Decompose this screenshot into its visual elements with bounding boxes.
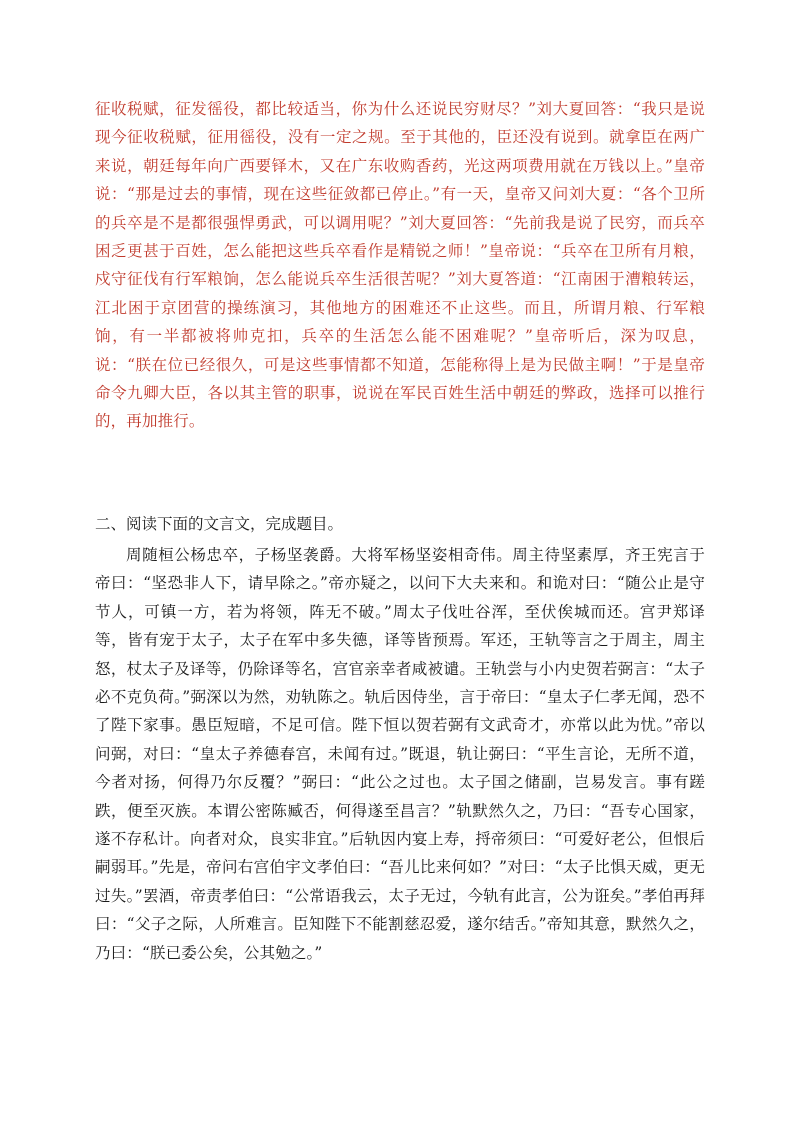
answer-passage-translation: 征收税赋，征发徭役，都比较适当，你为什么还说民穷财尽？”刘大夏回答：“我只是说现今征收税赋，征用徭役，没有一定之规。至于其他的，臣还没有说到。就拿臣在两广来说，朝廷每年向广西要铎木，又在广东收购香药，光这两项费用就在万钱以上。”皇帝说：“那是过去的事情，现在这些征敛都已停止。”有一天，皇帝又问刘大夏：“各个卫所的兵卒是不是都很强悍勇武，可以调用呢？”刘大夏回答：“先前我是说了民穷，而兵卒困乏更甚于百姓，怎么能把这些兵卒看作是精锐之师！”皇帝说：“兵卒在卫所有月粮，戍守征伐有行军粮饷，怎么能说兵卒生活很苦呢？”刘大夏答道：“江南困于漕粮转运，江北困于京团营的操练演习，其他地方的困难还不止这些。而且，所谓月粮、行军粮饷，有一半都被将帅克扣，兵卒的生活怎么能不困难呢？”皇帝听后，深为叹息，说：“朕在位已经很久，可是这些事情都不知道，怎能称得上是为民做主啊！”于是皇帝命令九卿大臣，各以其主管的职事，说说在军民百姓生活中朝廷的弊政，选择可以推行的，再加推行。 xyxy=(95,100,705,431)
classical-chinese-passage: 周随桓公杨忠卒，子杨坚袭爵。大将军杨坚姿相奇伟。周主待坚素厚，齐王宪言于帝曰：“坚恐非人下，请早除之。”帝亦疑之，以问下大夫来和。和诡对曰：“随公止是守节人，可镇一方，若为将领，阵无不破。”周太子伐吐谷浑，至伏俟城而还。宫尹郑译等，皆有宠于太子，太子在军中多失德，译等皆预焉。军还，王轨等言之于周主，周主怒，杖太子及译等，仍除译等名，宫官亲幸者咸被谴。王轨尝与小内史贺若弼言：“太子必不克负荷。”弼深以为然，劝轨陈之。轨后因侍坐，言于帝曰：“皇太子仁孝无闻，恐不了陛下家事。愚臣短暗，不足可信。陛下恒以贺若弼有文武奇才，亦常以此为忧。”帝以问弼，对曰：“皇太子养德春宫，未闻有过。”既退，轨让弼曰：“平生言论，无所不道，今者对扬，何得乃尔反覆？”弼曰：“此公之过也。太子国之储副，岂易发言。事有蹉跌，便至灭族。本谓公密陈臧否，何得遂至昌言？”轨默然久之，乃曰：“吾专心国家，遂不存私计。向者对众，良实非宜。”后轨因内宴上寿，捋帝须曰：“可爱好老公，但恨后嗣弱耳。”先是，帝问右宫伯宇文孝伯曰：“吾儿比来何如？”对曰：“太子比惧天威，更无过失。”罢酒，帝责孝伯曰：“公常语我云，太子无过，今轨有此言，公为诳矣。”孝伯再拜曰：“父子之际，人所难言。臣知陛下不能割慈忍爱，遂尔结舌。”帝知其意，默然久之，乃曰：“朕已委公矣，公其勉之。” xyxy=(95,546,705,962)
question-heading: 二、阅读下面的文言文，完成题目。 xyxy=(95,515,344,533)
